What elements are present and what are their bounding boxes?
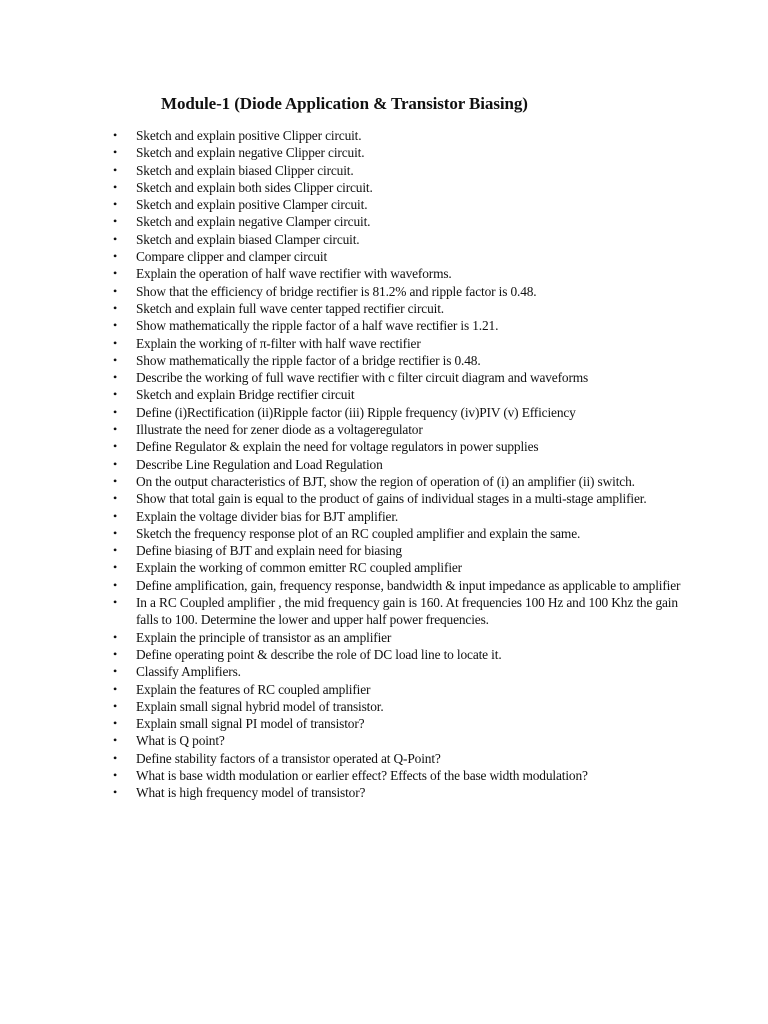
bullet-icon: • (113, 231, 118, 246)
list-item (0, 490, 768, 507)
bullet-icon: • (113, 785, 118, 800)
question-text: Define Regulator & explain the need for voltage regulators in power supplies (136, 439, 539, 455)
question-text: Sketch and explain biased Clamper circuit. (136, 231, 360, 247)
list-item (0, 525, 768, 542)
list-item (0, 127, 768, 144)
list-item (0, 213, 768, 230)
question-text: On the output characteristics of BJT, show the region of operation of (i) an amplifier (ii) switch. (136, 473, 635, 489)
bullet-icon: • (113, 767, 118, 782)
list-item (0, 265, 768, 282)
bullet-icon: • (113, 491, 118, 506)
question-text: Define (i)Rectification (ii)Ripple factor (iii) Ripple frequency (iv)PIV (v) Efficiency (136, 404, 576, 420)
list-item (0, 438, 768, 455)
bullet-icon: • (113, 318, 118, 333)
bullet-icon: • (113, 335, 118, 350)
bullet-icon: • (113, 681, 118, 696)
question-text: Sketch and explain negative Clamper circuit. (136, 214, 371, 230)
bullet-icon: • (113, 300, 118, 315)
question-text: Explain the working of common emitter RC coupled amplifier (136, 560, 462, 576)
question-text: Classify Amplifiers. (136, 664, 241, 680)
bullet-icon: • (113, 629, 118, 644)
list-item (0, 317, 768, 334)
list-item (0, 179, 768, 196)
list-item (0, 559, 768, 576)
list-item (0, 404, 768, 421)
question-text: Show mathematically the ripple factor of a bridge rectifier is 0.48. (136, 352, 481, 368)
question-text: Sketch the frequency response plot of an RC coupled amplifier and explain the same. (136, 525, 581, 541)
list-item (0, 767, 768, 784)
question-text: Define biasing of BJT and explain need for biasing (136, 543, 402, 559)
bullet-icon: • (113, 249, 118, 264)
list-item (0, 421, 768, 438)
bullet-icon: • (113, 473, 118, 488)
list-item (0, 283, 768, 300)
bullet-icon: • (113, 387, 118, 402)
list-item (0, 594, 768, 629)
question-text: Explain the principle of transistor as an amplifier (136, 629, 392, 645)
list-item (0, 577, 768, 594)
bullet-icon: • (113, 543, 118, 558)
question-text: Describe Line Regulation and Load Regulation (136, 456, 383, 472)
question-text: Sketch and explain biased Clipper circuit. (136, 162, 354, 178)
list-item (0, 698, 768, 715)
bullet-icon: • (113, 560, 118, 575)
list-item (0, 681, 768, 698)
list-item (0, 196, 768, 213)
bullet-icon: • (113, 577, 118, 592)
bullet-icon: • (113, 508, 118, 523)
list-item (0, 629, 768, 646)
list-item (0, 732, 768, 749)
question-text: Define stability factors of a transistor operated at Q-Point? (136, 750, 441, 766)
list-item (0, 352, 768, 369)
bullet-icon: • (113, 525, 118, 540)
question-text: Sketch and explain positive Clipper circuit. (136, 128, 362, 143)
question-text: What is base width modulation or earlier effect? Effects of the base width modulation? (136, 767, 588, 783)
question-text: What is high frequency model of transistor? (136, 785, 366, 801)
bullet-icon: • (113, 404, 118, 419)
bullet-icon: • (113, 162, 118, 177)
bullet-icon: • (113, 439, 118, 454)
list-item (0, 144, 768, 161)
list-item (0, 542, 768, 559)
bullet-icon: • (113, 283, 118, 298)
list-item (0, 162, 768, 179)
bullet-icon: • (113, 145, 118, 160)
question-text: Show that total gain is equal to the product of gains of individual stages in a multi-stage amplifier. (136, 491, 647, 507)
bullet-icon: • (113, 370, 118, 385)
question-text: Illustrate the need for zener diode as a voltageregulator (136, 422, 423, 438)
question-text: Explain small signal PI model of transistor? (136, 716, 365, 732)
question-text: What is Q point? (136, 733, 225, 749)
bullet-icon: • (113, 179, 118, 194)
question-text: Sketch and explain both sides Clipper circuit. (136, 179, 373, 195)
list-item (0, 386, 768, 403)
question-text: Define operating point & describe the role of DC load line to locate it. (136, 646, 502, 662)
question-text: Show mathematically the ripple factor of a half wave rectifier is 1.21. (136, 318, 499, 334)
bullet-icon: • (113, 422, 118, 437)
question-text: Describe the working of full wave rectifier with c filter circuit diagram and waveforms (136, 370, 589, 386)
bullet-icon: • (113, 197, 118, 212)
bullet-icon: • (113, 664, 118, 679)
question-text: Sketch and explain positive Clamper circuit. (136, 197, 368, 213)
bullet-icon: • (113, 646, 118, 661)
question-text: Sketch and explain negative Clipper circuit. (136, 145, 365, 161)
bullet-icon: • (113, 214, 118, 229)
question-text: In a RC Coupled amplifier , the mid frequency gain is 160. At frequencies 100 Hz and 100 Khz the gain falls to 100. Determine the lower and upper half power frequencies. (136, 595, 678, 628)
bullet-icon: • (113, 128, 118, 142)
bullet-icon: • (113, 750, 118, 765)
list-item (0, 473, 768, 490)
question-text: Explain the voltage divider bias for BJT amplifier. (136, 508, 399, 524)
bullet-icon: • (113, 595, 118, 610)
list-item (0, 300, 768, 317)
question-text: Define amplification, gain, frequency response, bandwidth & input impedance as applicable to amplifier (136, 577, 681, 593)
list-item (0, 248, 768, 265)
question-text: Compare clipper and clamper circuit (136, 249, 328, 265)
question-list (0, 127, 768, 802)
document-title: Module-1 (Diode Application & Transistor Biasing) (161, 94, 528, 113)
list-item (0, 369, 768, 386)
list-item (0, 663, 768, 680)
list-item (0, 646, 768, 663)
question-text: Show that the efficiency of bridge rectifier is 81.2% and ripple factor is 0.48. (136, 283, 537, 299)
question-text: Explain the working of π-filter with half wave rectifier (136, 335, 421, 351)
bullet-icon: • (113, 352, 118, 367)
list-item (0, 231, 768, 248)
list-item (0, 715, 768, 732)
bullet-icon: • (113, 456, 118, 471)
question-text: Sketch and explain Bridge rectifier circuit (136, 387, 355, 403)
bullet-icon: • (113, 698, 118, 713)
bullet-icon: • (113, 716, 118, 731)
bullet-icon: • (113, 266, 118, 281)
list-item (0, 335, 768, 352)
question-text: Explain the operation of half wave rectifier with waveforms. (136, 266, 452, 282)
question-text: Explain small signal hybrid model of transistor. (136, 698, 384, 714)
question-text: Sketch and explain full wave center tapped rectifier circuit. (136, 300, 444, 316)
list-item (0, 456, 768, 473)
list-item (0, 784, 768, 801)
bullet-icon: • (113, 733, 118, 748)
list-item (0, 508, 768, 525)
list-item (0, 750, 768, 767)
question-text: Explain the features of RC coupled amplifier (136, 681, 371, 697)
